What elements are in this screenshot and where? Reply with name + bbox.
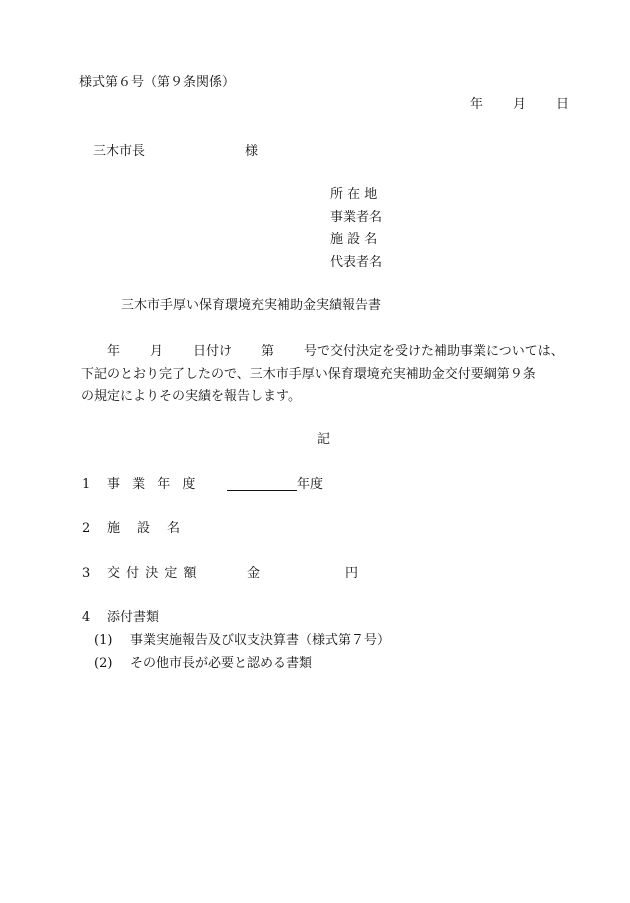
date-day: 日 xyxy=(556,97,570,112)
report-title: 三木市手厚い保育環境充実補助金実績報告書 xyxy=(121,298,382,313)
date-month: 月 xyxy=(513,97,527,112)
item-1-suffix: 年度 xyxy=(297,477,324,492)
item-3-label: 交 付 決 定 額 xyxy=(107,566,198,581)
item-4-number: 4 xyxy=(82,610,91,625)
addressee-honorific: 様 xyxy=(245,144,259,159)
item-3-number: 3 xyxy=(82,566,91,581)
field-facility-name: 施 設 名 xyxy=(330,232,378,247)
attachment-2-marker: (2) xyxy=(94,656,113,671)
body-line1-rest: 号で交付決定を受けた補助事業については、 xyxy=(304,344,564,359)
item-2-number: 2 xyxy=(82,521,91,536)
field-business-name: 事業者名 xyxy=(330,210,383,225)
body-month: 月 xyxy=(150,344,164,359)
field-location: 所 在 地 xyxy=(330,187,378,202)
attachment-1-text: 事業実施報告及び収支決算書（様式第７号） xyxy=(130,633,391,648)
form-number: 様式第６号（第９条関係） xyxy=(79,75,236,90)
body-number-prefix: 第 xyxy=(261,344,275,359)
item-1-blank xyxy=(227,478,298,494)
blank-underline xyxy=(227,478,297,491)
field-representative: 代表者名 xyxy=(330,255,383,270)
item-1-label: 事 業 年 度 xyxy=(107,477,200,492)
attachment-2-text: その他市長が必要と認める書類 xyxy=(130,656,313,671)
item-1-number: 1 xyxy=(82,477,91,492)
item-2-label: 施 設 名 xyxy=(107,521,183,536)
addressee-name: 三木市長 xyxy=(93,144,146,159)
item-4-label: 添付書類 xyxy=(107,610,160,625)
item-3-kin: 金 xyxy=(247,566,261,581)
item-3-en: 円 xyxy=(345,566,359,581)
date-year: 年 xyxy=(470,97,484,112)
body-year: 年 xyxy=(107,344,121,359)
body-line3: の規定によりその実績を報告します。 xyxy=(81,389,301,404)
body-day-dated: 日付け xyxy=(193,344,233,359)
ki-heading: 記 xyxy=(317,432,331,447)
attachment-1-marker: (1) xyxy=(94,633,113,648)
body-line2: 下記のとおり完了したので、三木市手厚い保育環境充実補助金交付要綱第９条 xyxy=(81,367,536,382)
